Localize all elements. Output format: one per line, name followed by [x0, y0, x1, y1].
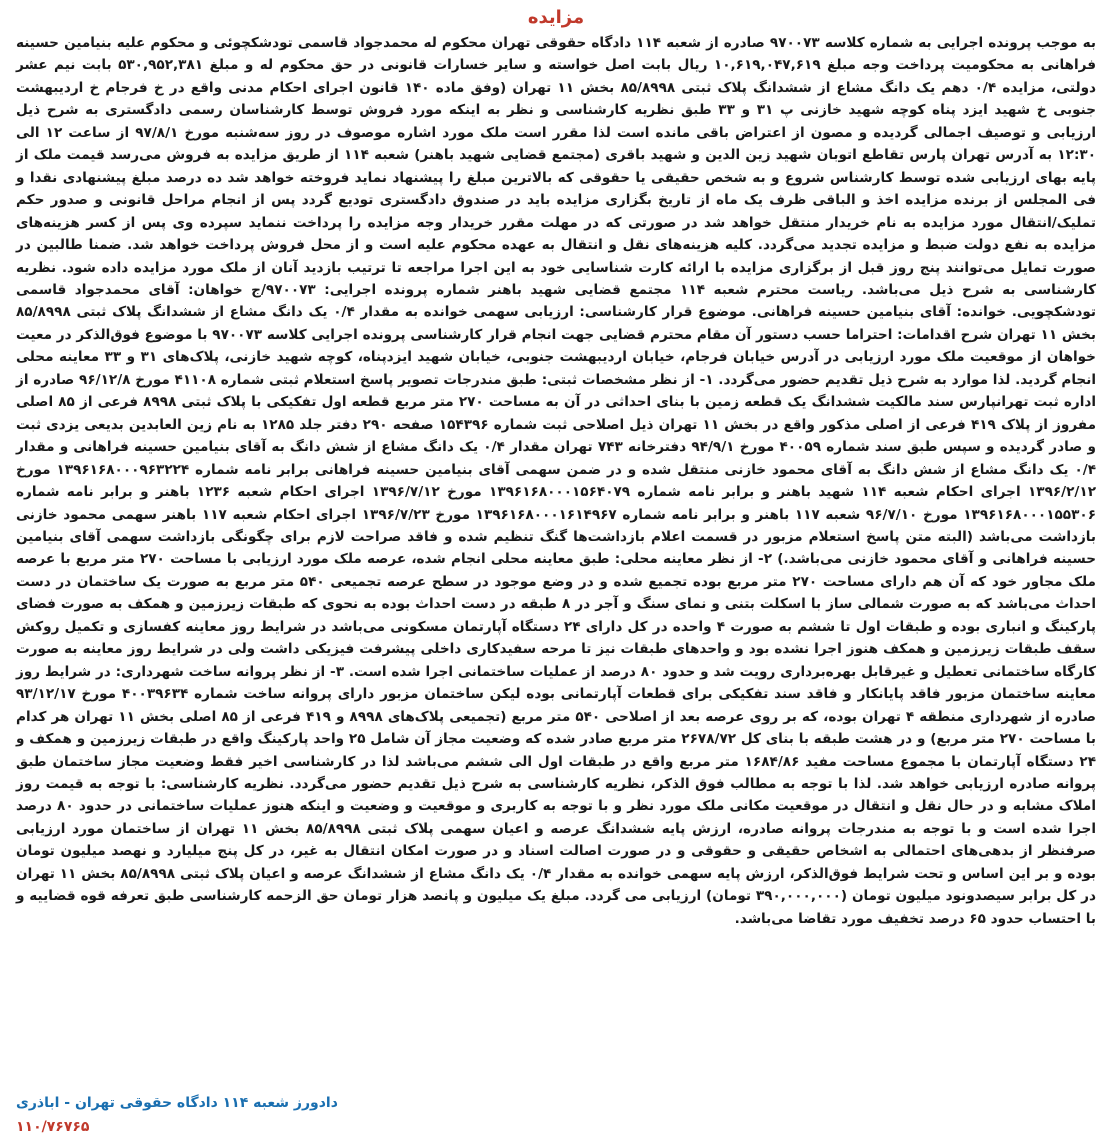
notice-body: به موجب پرونده اجرایی به شماره کلاسه ۹۷۰۰۷۳ صادره از شعبه ۱۱۴ دادگاه حقوقی تهران محکوم له محمدجواد قاسمی تودشکچوئی و محکوم علیه بنیامین حسینه فراهانی به محکومیت پرداخت وجه مبلغ ۱۰,۶۱۹,۰۴۷,۶۱۹ ریال بابت اصل خواسته و سایر خسارات قانونی در حق محکوم له و مبلغ ۵۳۰,۹۵۲,۳۸۱ بابت نیم عشر دولتی، مزایده ۰/۴ دهم یک دانگ مشاع از ششدانگ پلاک ثبتی ۸۵/۸۹۹۸ بخش ۱۱ تهران (وفق ماده ۱۴۰ قانون اجرای احکام مدنی واقع در خ فرجام خ اردیبهشت جنوبی خ شهید ایزد پناه کوچه شهید خازنی پ ۳۱ و ۳۳ طبق نظریه کارشناسی و نظر به اینکه مورد فروش توسط کارشناسان رسمی دادگستری به شرح ذیل ارزیابی و توصیف اجمالی گردیده و مصون از اعتراض باقی مانده است لذا مقرر است ملک مورد اشاره موصوف در روز سه‌شنبه مورخ ۹۷/۸/۱ از ساعت ۱۲ الی ۱۲:۳۰ به آدرس تهران پارس تقاطع اتوبان شهید زین الدین و شهید باقری (مجتمع قضایی شهید باهنر) شعبه ۱۱۴ از طریق مزایده به فروش می‌رسد قیمت ملک از پایه بهای ارزیابی شده توسط کارشناس شروع و به شخص حقیقی یا حقوقی که بالاترین مبلغ را پیشنهاد نماید فروخته خواهد شد ده درصد مبلغ پیشنهادی نقدا و فی المجلس از برنده مزایده اخذ و الباقی ظرف یک ماه از تاریخ بگزاری مزایده باید در صندوق دادگستری تودیع گردد پس از انجام مراحل قانونی و صدور حکم تملیک/انتقال مورد مزایده به نام خریدار منتقل خواهد شد در صورتی که در مهلت مقرر خریدار وجه مزایده را پرداخت ننماید سپرده وی پس از کسر هزینه‌های مزایده به نفع دولت ضبط و مزایده تجدید می‌گردد. کلیه هزینه‌های نقل و انتقال به عهده محکوم علیه است و از محل فروش پرداخت خواهد شد. ضمنا طالبین در صورت تمایل می‌توانند پنج روز قبل از برگزاری مزایده با ارائه کارت شناسایی خود به این اجرا مراجعه تا ترتیب بازدید آنان از ملک مورد مزایده داده شود. نظریه کارشناسی به شرح ذیل می‌باشد. ریاست محترم شعبه ۱۱۴ مجتمع قضایی شهید باهنر شماره پرونده اجرایی: ۹۷۰۰۷۳/ج خواهان: آقای محمدجواد قاسمی تودشکچویی. خوانده: آقای بنیامین حسینه فراهانی. موضوع قرار کارشناسی: ارزیابی سهمی خوانده به مقدار ۰/۴ یک دانگ مشاع از ششدانگ پلاک ثبتی ۸۵/۸۹۹۸ بخش ۱۱ تهران شرح اقدامات: احتراما حسب دستور آن مقام محترم قضایی جهت انجام قرار کارشناسی پرونده اجرایی کلاسه ۹۷۰۰۷۳ با موضوع فوق‌الذکر در معیت خواهان از موقعیت ملک مورد ارزیابی در آدرس خیابان فرجام، خیابان اردیبهشت جنوبی، خیابان شهید ایزدپناه، کوچه شهید خازنی، پلاک‌های ۳۱ و ۳۳ معاینه محلی انجام گردید. لذا موارد به شرح ذیل تقدیم حضور می‌گردد. ۱- از نظر مشخصات ثبتی: طبق مندرجات تصویر پاسخ استعلام ثبتی شماره ۴۱۱۰۸ مورخ ۹۶/۱۲/۸ صادره از اداره ثبت تهرانپارس سند مالکیت ششدانگ یک قطعه زمین با بنای احداثی در آن به مساحت ۲۷۰ متر مربع قطعه اول تفکیکی با پلاک ثبتی ۸۹۹۸ فرعی از ۸۵ اصلی مفروز از پلاک ۴۱۹ فرعی از اصلی مذکور واقع در بخش ۱۱ تهران ذیل اصلاحی ثبت شماره ۱۵۴۳۹۶ صفحه ۲۹۰ دفتر جلد ۱۲۸۵ به نام زین العابدین بدیعی یزدی ثبت و صادر گردیده و سپس طبق سند شماره ۴۰۰۵۹ مورخ ۹۴/۹/۱ دفترخانه ۷۴۳ تهران مقدار ۰/۴ یک دانگ مشاع از شش دانگ به آقای بنیامین حسینه فراهانی و مقدار ۰/۴ یک دانگ مشاع از شش دانگ به آقای محمود خازنی منتقل شده و در ضمن سهمی آقای بنیامین حسینه فراهانی برابر نامه شماره ۱۳۹۶۱۶۸۰۰۰۹۶۳۲۲۴ مورخ ۱۳۹۶/۲/۱۲ اجرای احکام شعبه ۱۱۴ شهید باهنر و برابر نامه شماره ۱۳۹۶۱۶۸۰۰۰۱۵۶۴۰۷۹ مورخ ۱۳۹۶/۷/۱۲ اجرای احکام شعبه ۱۲۳۶ باهنر و برابر نامه شماره ۱۳۹۶۱۶۸۰۰۰۱۵۵۳۰۶ مورخ ۹۶/۷/۱۰ شعبه ۱۱۷ باهنر و برابر نامه شماره ۱۳۹۶۱۶۸۰۰۰۱۶۱۴۹۶۷ مورخ ۱۳۹۶/۷/۲۳ اجرای احکام شعبه ۱۱۷ باهنر سهمی محمود خازنی بازداشت می‌باشد (البته متن پاسخ استعلام مزبور در قسمت اعلام بازداشت‌ها گنگ تنظیم شده و فاقد صراحت لازم برای چگونگی بازداشت سهمی آقای بنیامین حسینه فراهانی و آقای محمود خازنی می‌باشد.) ۲- از نظر معاینه محلی: طبق معاینه محلی انجام شده، عرصه ملک مورد ارزیابی با مساحت ۲۷۰ متر مربع با عرصه ملک مجاور خود که آن هم دارای مساحت ۲۷۰ متر مربع بوده تجمیع شده و در وضع موجود در سطح عرصه تجمیعی ۵۴۰ متر مربع به صورت یک ساختمان در دست احداث می‌باشد که به صورت شمالی ساز با اسکلت بتنی و نمای سنگ و آجر در ۸ طبقه در دست احداث بوده به نحوی که طبقات زیرزمین و همکف به صورت فضای پارکینگ و انباری بوده و طبقات اول تا ششم به صورت ۴ واحده در کل دارای ۲۴ دستگاه آپارتمان مسکونی می‌باشد در شرایط روز معاینه کفسازی و تکمیل روکش سقف طبقات زیرزمین و همکف هنوز اجرا نشده بود و واحدهای طبقات نیز تا مرحه سفیدکاری داخلی پیشرفت فیزیکی داشت ولی در شرایط روز معاینه به صورت کارگاه ساختمانی تعطیل و غیرقابل بهره‌برداری رویت شد و حدود ۸۰ درصد از عملیات ساختمانی اجرا شده است. ۳- از نظر پروانه ساخت شهرداری: در شرایط روز معاینه ساختمان مزبور فاقد پایانکار و فاقد سند تفکیکی برای قطعات آپارتمانی بوده لیکن ساختمان مزبور دارای پروانه ساخت شماره ۴۰۰۳۹۶۳۴ مورخ ۹۳/۱۲/۱۷ صادره از شهرداری منطقه ۴ تهران بوده، که بر روی عرصه بعد از اصلاحی ۵۴۰ متر مربع (تجمیعی پلاک‌های ۸۹۹۸ و ۴۱۹ فرعی از ۸۵ اصلی بخش ۱۱ تهران هر کدام با مساحت ۲۷۰ متر مربع) و در هشت طبقه با بنای کل ۲۶۷۸/۷۲ متر مربع صادر شده که وضعیت مجاز آن شامل ۲۵ واحد پارکینگ واقع در طبقات زیرزمین و همکف و ۲۴ دستگاه آپارتمان با مجموع مساحت مفید ۱۶۸۴/۸۶ متر مربع واقع در طبقات اول الی ششم می‌باشد لذا در کارشناسی اخیر فقط وضعیت مجاز ساختمان طبق پروانه صادره ارزیابی خواهد شد. لذا با توجه به مطالب فوق الذکر، نظریه کارشناسی به شرح ذیل تقدیم حضور می‌گردد. نظریه کارشناسی: با توجه به قیمت روز املاک مشابه و در حال نقل و انتقال در موقعیت مکانی ملک مورد نظر و با توجه به کاربری و موقعیت و وضعیت و اینکه هنوز عملیات ساختمانی در حدود ۸۰ درصد اجرا شده است و با توجه به مندرجات پروانه صادره، ارزش پایه ششدانگ عرصه و اعیان سهمی پلاک ثبتی ۸۵/۸۹۹۸ بخش ۱۱ تهران از ساختمان مورد ارزیابی صرفنظر از بدهی‌های احتمالی به اشخاص حقیقی و حقوقی و در صورت اصالت اسناد و در صورت امکان انتقال به غیر، در کل پنج میلیارد و نهصد میلیون تومان بوده و بر این اساس و تحت شرایط فوق‌الذکر، ارزش پایه سهمی خوانده به مقدار ۰/۴ یک دانگ مشاع از ششدانگ عرصه و اعیان پلاک ثبتی ۸۵/۸۹۹۸ بخش ۱۱ تهران در کل برابر سیصدونود میلیون تومان (۳۹۰,۰۰۰,۰۰۰ تومان) ارزیابی می گردد. مبلغ یک میلیون و پانصد هزار تومان حق الزحمه کارشناسی طبق تعرفه قوه قضاییه و با احتساب حدود ۶۵ درصد تخفیف مورد تقاضا می‌باشد.: [16, 35, 1097, 927]
notice-footer: [16, 1092, 1096, 1140]
notice-code: ۱۱۰/۷۶۷۶۵: [16, 1119, 90, 1135]
auction-notice: [16, 6, 1096, 1140]
notice-signature: دادورز شعبه ۱۱۴ دادگاه حقوقی تهران - اباذری: [16, 1095, 338, 1111]
notice-title: مزایده: [527, 7, 585, 28]
